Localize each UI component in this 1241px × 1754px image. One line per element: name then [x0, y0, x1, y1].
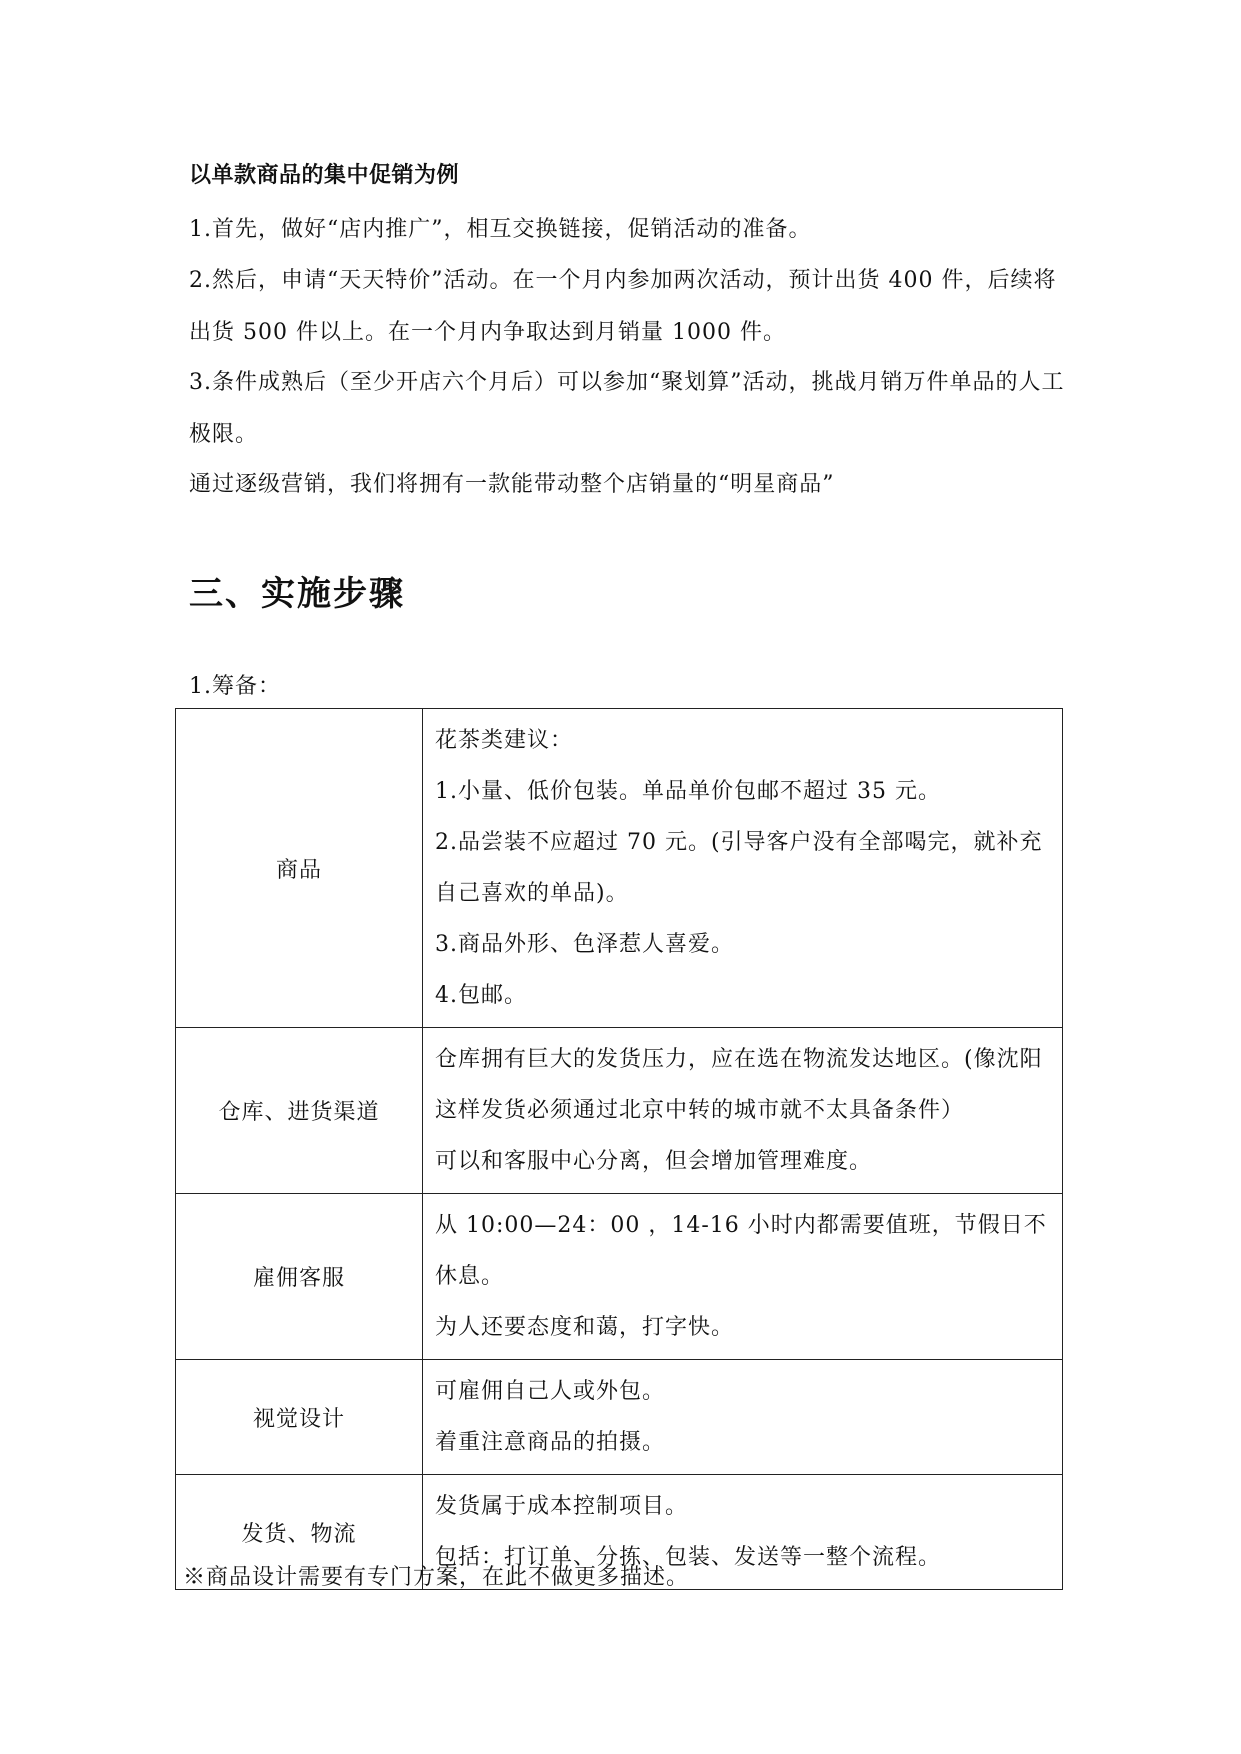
- content-line: 4.包邮。: [435, 983, 527, 1008]
- table-row: [176, 709, 1063, 1028]
- intro-item-1: 1.首先，做好“店内推广”，相互交换链接，促销活动的准备。: [189, 217, 812, 242]
- row-label: 雇佣客服: [176, 1194, 423, 1360]
- content-line: 仓库拥有巨大的发货压力，应在选在物流发达地区。(像沈阳这样发货必须通过北京中转的城市就不太具备条件）: [435, 1047, 1043, 1123]
- row-content: [423, 1360, 1063, 1475]
- row-label: 仓库、进货渠道: [176, 1028, 423, 1194]
- intro-summary: 通过逐级营销，我们将拥有一款能带动整个店销量的“明星商品”: [189, 472, 835, 497]
- content-line: 包括：打订单、分拣、包装、发送等一整个流程。: [435, 1545, 942, 1570]
- row-content: [423, 1194, 1063, 1360]
- content-line: 花茶类建议：: [435, 728, 574, 753]
- row-content: [423, 1028, 1063, 1194]
- content-line: 2.品尝装不应超过 70 元。(引导客户没有全部喝完，就补充自己喜欢的单品)。: [435, 830, 1043, 906]
- content-line: 3.商品外形、色泽惹人喜爱。: [435, 932, 734, 957]
- row-label: 发货、物流: [176, 1475, 423, 1590]
- section-title: 三、实施步骤: [189, 574, 405, 614]
- content-line: 为人还要态度和蔼，打字快。: [435, 1315, 735, 1340]
- footnote: ※商品设计需要有专门方案，在此不做更多描述。: [183, 1565, 690, 1590]
- intro-item-2: 2.然后，申请“天天特价”活动。在一个月内参加两次活动，预计出货 400 件，后续将出货 500 件以上。在一个月内争取达到月销量 1000 件。: [189, 268, 1057, 345]
- content-line: 1.小量、低价包装。单品单价包邮不超过 35 元。: [435, 779, 941, 804]
- content-line: 从 10:00—24：00 ，14-16 小时内都需要值班，节假日不休息。: [435, 1213, 1047, 1289]
- table-row: [176, 1360, 1063, 1475]
- content-line: 发货属于成本控制项目。: [435, 1494, 689, 1519]
- content-line: 可以和客服中心分离，但会增加管理难度。: [435, 1149, 873, 1174]
- step-label: 1.筹备：: [189, 674, 281, 699]
- table-row: [176, 1028, 1063, 1194]
- table-row: [176, 1194, 1063, 1360]
- intro-item-3: 3.条件成熟后（至少开店六个月后）可以参加“聚划算”活动，挑战月销万件单品的人工极限。: [189, 370, 1065, 447]
- promo-example-heading: 以单款商品的集中促销为例: [189, 163, 460, 188]
- row-content: [423, 709, 1063, 1028]
- content-line: 着重注意商品的拍摄。: [435, 1430, 666, 1455]
- row-label: 商品: [176, 709, 423, 1028]
- row-label: 视觉设计: [176, 1360, 423, 1475]
- content-line: 可雇佣自己人或外包。: [435, 1379, 666, 1404]
- preparation-table: [175, 708, 1063, 1590]
